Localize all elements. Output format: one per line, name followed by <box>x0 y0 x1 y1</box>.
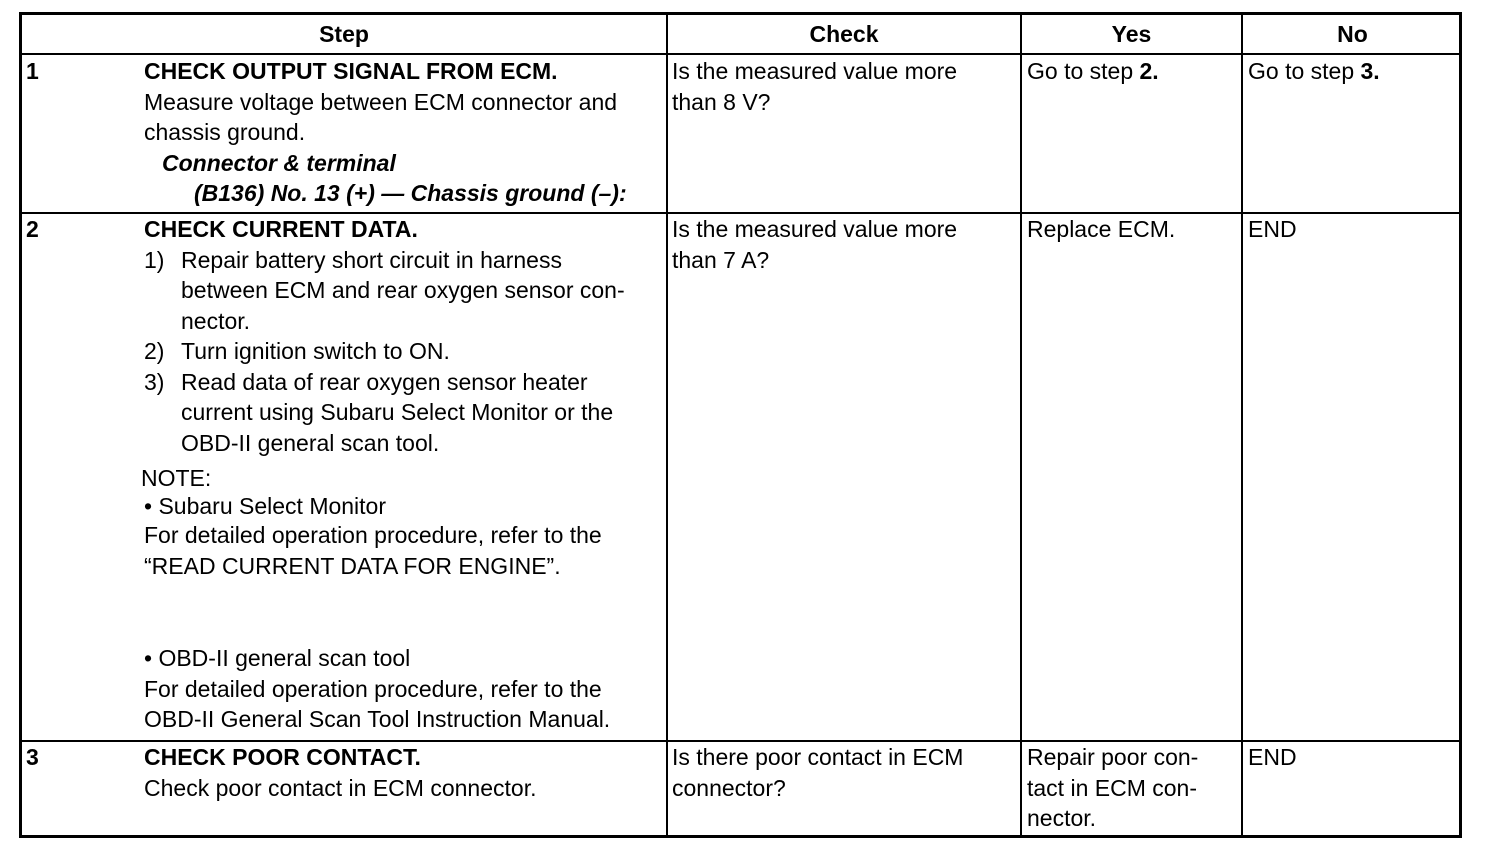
step-3-content <box>144 742 536 803</box>
header-step: Step <box>319 21 369 47</box>
item-text: between ECM and rear oxygen sensor con- <box>181 277 625 303</box>
check-3 <box>672 742 963 803</box>
note-text: For detailed operation procedure, refer to the <box>144 675 602 702</box>
yes-text: Go to step <box>1027 58 1140 84</box>
header-check: Check <box>809 21 879 47</box>
note-label: NOTE: <box>141 465 212 491</box>
yes-text: nector. <box>1027 805 1097 831</box>
procedure-item <box>144 245 625 337</box>
step-2-content <box>141 214 625 735</box>
item-text: Turn ignition switch to ON. <box>181 338 450 364</box>
yes-text: Repair poor con- <box>1027 744 1199 770</box>
no-step-link: 3. <box>1360 58 1380 84</box>
step-title: CHECK POOR CONTACT. <box>144 744 421 770</box>
header-no: No <box>1337 21 1368 47</box>
item-text: Read data of rear oxygen sensor heater <box>181 368 588 395</box>
item-number: 1) <box>144 246 165 273</box>
step-1-content <box>144 56 627 209</box>
yes-1 <box>1027 56 1159 87</box>
yes-2: Replace ECM. <box>1027 216 1176 242</box>
step-number: 1 <box>26 58 39 84</box>
yes-text: tact in ECM con- <box>1027 774 1197 801</box>
note-bullet: • Subaru Select Monitor <box>144 493 387 519</box>
step-title: CHECK OUTPUT SIGNAL FROM ECM. <box>144 58 558 84</box>
item-text: nector. <box>181 307 251 334</box>
step-text: Measure voltage between ECM connector and <box>144 88 618 115</box>
item-number: 3) <box>144 368 165 395</box>
connector-label: Connector & terminal <box>162 149 396 176</box>
yes-3 <box>1027 742 1198 834</box>
check-text: Is there poor contact in ECM <box>672 744 964 770</box>
step-title: CHECK CURRENT DATA. <box>144 216 418 242</box>
item-text: Repair battery short circuit in harness <box>181 246 562 273</box>
col-divider <box>1241 15 1243 835</box>
row-divider <box>22 53 1459 55</box>
item-text: current using Subaru Select Monitor or the <box>181 399 614 425</box>
step-text: Check poor contact in ECM connector. <box>144 774 537 801</box>
connector-terminal: (B136) No. 13 (+) — Chassis ground (–): <box>194 180 627 206</box>
step-number: 3 <box>26 744 39 770</box>
no-text: Go to step <box>1248 58 1361 84</box>
no-2: END <box>1248 216 1297 242</box>
check-1 <box>672 56 957 117</box>
note-text: “READ CURRENT DATA FOR ENGINE”. <box>144 552 561 579</box>
procedure-item <box>144 367 625 459</box>
step-text: chassis ground. <box>144 119 306 145</box>
col-divider <box>666 15 668 835</box>
col-divider <box>1020 15 1022 835</box>
note-bullet: • OBD-II general scan tool <box>144 645 411 671</box>
procedure-item <box>144 336 625 367</box>
check-text: Is the measured value more <box>672 58 958 84</box>
check-text: than 7 A? <box>672 246 770 273</box>
yes-step-link: 2. <box>1139 58 1159 84</box>
check-2 <box>672 214 957 275</box>
check-text: Is the measured value more <box>672 216 958 242</box>
no-3: END <box>1248 744 1297 770</box>
item-number: 2) <box>144 338 165 364</box>
check-text: than 8 V? <box>672 88 771 115</box>
step-number: 2 <box>26 216 39 242</box>
no-1 <box>1248 56 1380 87</box>
note-text: OBD-II General Scan Tool Instruction Manual. <box>144 706 611 732</box>
diagnostic-table <box>19 12 1462 838</box>
item-text: OBD-II general scan tool. <box>181 429 440 456</box>
note-text: For detailed operation procedure, refer to the <box>144 522 602 548</box>
header-yes: Yes <box>1111 21 1152 47</box>
check-text: connector? <box>672 774 786 801</box>
